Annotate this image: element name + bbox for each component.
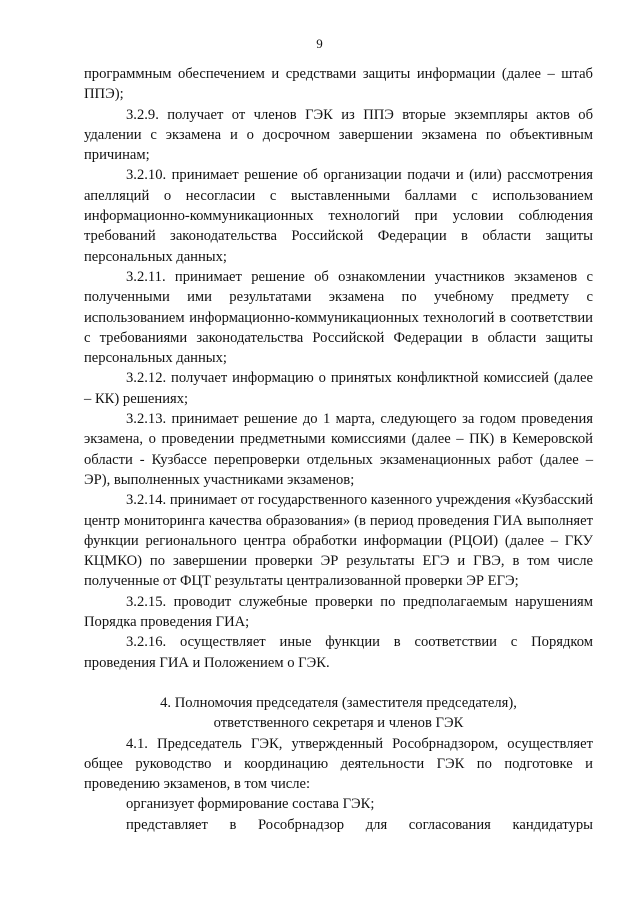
paragraph-3-2-9: 3.2.9. получает от членов ГЭК из ППЭ вторые экземпляры актов об удалении с экзамена и о досрочном завершении экзамена по объективным причинам; [84,106,593,164]
paragraph-list-item: представляет в Рособрнадзор для согласования кандидатуры [126,816,593,833]
page-number: 9 [316,36,323,51]
paragraph-3-2-11: 3.2.11. принимает решение об ознакомлении участников экзаменов с полученными ими результатами экзамена по учебному предмету с использованием информационно-коммуникационных технологий в соответствии с требованиями законодательства Российской Федерации в области защиты персональных данных; [84,268,593,367]
section-title-line-2: ответственного секретаря и членов ГЭК [213,715,464,732]
section-title [84,693,593,734]
paragraph-3-2-10: 3.2.10. принимает решение об организации подачи и (или) рассмотрения апелляций о несогласии с выставленными баллами с использованием информационно-коммуникационных технологий при условии соблюдения требований законодательства Российской Федерации в области защиты персональных данных; [84,167,593,265]
paragraph-3-2-15: 3.2.15. проводит служебные проверки по предполагаемым нарушениям Порядка проведения ГИА; [84,593,593,631]
paragraph-list-item: организует формирование состава ГЭК; [126,796,375,813]
paragraph-3-2-14: 3.2.14. принимает от государственного казенного учреждения «Кузбасский центр мониторинга качества образования» (в период проведения ГИА выполняет функции регионального центра обработки информации (РЦОИ) (далее – ГКУ КЦМКО) по завершении проверки ЭР результаты ЕГЭ и ГВЭ, в том числе полученные от ФЦТ результаты централизованной проверки ЭР ЕГЭ; [84,492,593,590]
paragraph-3-2-16: 3.2.16. осуществляет иные функции в соответствии с Порядком проведения ГИА и Положением о ГЭК. [84,634,593,671]
document-body [84,64,593,835]
paragraph-3-2-12: 3.2.12. получает информацию о принятых конфликтной комиссией (далее – КК) решениях; [84,370,593,407]
paragraph-4-1: 4.1. Председатель ГЭК, утвержденный Рособрнадзором, осуществляет общее руководство и координацию деятельности ГЭК по подготовке и проведению экзаменов, в том числе: [84,735,593,793]
paragraph-continuation: программным обеспечением и средствами защиты информации (далее – штаб ППЭ); [84,66,593,103]
paragraph-3-2-13: 3.2.13. принимает решение до 1 марта, следующего за годом проведения экзамена, о проведении предметными комиссиями (далее – ПК) в Кемеровской области - Кузбассе перепроверки отдельных экзаменационных работ (далее – ЭР), выполненных участниками экзаменов; [84,411,593,488]
section-title-line-1: 4. Полномочия председателя (заместителя председателя), [160,694,517,711]
